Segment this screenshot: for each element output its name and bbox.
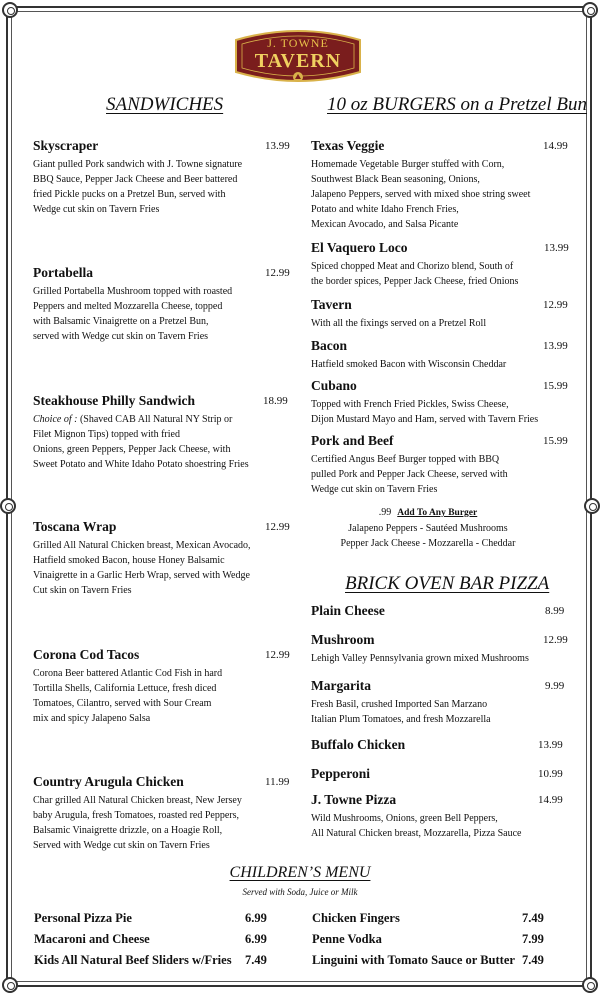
menu-item-tavern <box>311 297 571 331</box>
item-description: With all the fixings served on a Pretzel Roll <box>311 318 487 329</box>
kids-item-price: 6.99 <box>245 932 267 946</box>
addon-price: .99 <box>378 507 392 518</box>
item-name: J. Towne Pizza <box>311 792 397 807</box>
menu-item-corona-cod-tacos <box>33 647 288 726</box>
burger-addons <box>312 505 544 551</box>
childrens-subtitle: Served with Soda, Juice or Milk <box>242 887 358 897</box>
burgers-heading: 10 oz BURGERS on a Pretzel Bun <box>327 94 587 115</box>
item-price: 10.99 <box>538 768 563 780</box>
childrens-heading: CHILDREN’S MENU <box>229 864 371 881</box>
kids-item-name: Kids All Natural Beef Sliders w/Fries <box>34 953 232 967</box>
item-name: Skyscraper <box>33 138 99 153</box>
item-name: Margarita <box>311 678 371 693</box>
menu-item-portabella <box>33 265 288 344</box>
corner-scroll-ornament <box>582 2 598 18</box>
addon-options-line1: Jalapeno Peppers - Sautéed Mushrooms <box>348 523 508 534</box>
kids-item-price: 6.99 <box>245 911 267 925</box>
item-price: 15.99 <box>543 435 568 447</box>
item-price: 12.99 <box>543 299 568 311</box>
item-description: Hatfield smoked Bacon with Wisconsin Cheddar <box>311 359 507 370</box>
item-description: Fresh Basil, crushed Imported San Marzano Italian Plum Tomatoes, and fresh Mozzarella <box>311 699 491 725</box>
item-price: 13.99 <box>265 140 290 152</box>
item-description: Corona Beer battered Atlantic Cod Fish in hard Tortilla Shells, California Lettuce, fresh diced Tomatoes, Cilantro, served with Sour Cream mix and spicy Jalapeno Salsa <box>33 668 223 724</box>
menu-item-pepperoni <box>311 766 571 782</box>
menu-item-cubano <box>311 378 571 427</box>
menu-item-mushroom <box>311 632 571 666</box>
menu-item-el-vaquero-loco <box>311 240 571 289</box>
item-description: Homemade Vegetable Burger stuffed with Corn, Southwest Black Bean seasoning, Onions, Jalapeno Peppers, served with mixed shoe string sweet Potato and white Idaho French Fries, Mexican Avocado, and Salsa Picante <box>311 159 531 230</box>
item-name: Pepperoni <box>311 766 371 781</box>
menu-item-country-arugula-chicken <box>33 774 288 853</box>
kids-item-name: Penne Vodka <box>312 932 382 946</box>
item-price: 14.99 <box>538 794 563 806</box>
addon-label: Add To Any Burger <box>397 508 478 518</box>
corner-scroll-ornament <box>582 977 598 993</box>
item-price: 12.99 <box>265 649 290 661</box>
item-price: 12.99 <box>265 521 290 533</box>
item-description: Choice of : (Shaved CAB All Natural NY Strip or Filet Mignon Tips) topped with fried Onions, green Peppers, Pepper Jack Cheese, with Sweet Potato and White Idaho Potato shoestring Fries <box>33 414 249 470</box>
item-description: Wild Mushrooms, Onions, green Bell Peppers, All Natural Chicken breast, Mozzarella, Pizza Sauce <box>311 813 522 839</box>
item-description: Char grilled All Natural Chicken breast, New Jersey baby Arugula, fresh Tomatoes, roasted red Peppers, Balsamic Vinaigrette drizzle, on a Hoagie Roll, Served with Wedge cut skin on Tavern Fries <box>33 795 242 851</box>
kids-item-price: 7.49 <box>522 911 544 925</box>
item-description: Topped with French Fried Pickles, Swiss Cheese, Dijon Mustard Mayo and Ham, served with Tavern Fries <box>311 399 539 425</box>
item-name: Mushroom <box>311 632 375 647</box>
kids-item-price: 7.99 <box>522 932 544 946</box>
item-price: 13.99 <box>538 739 563 751</box>
item-price: 12.99 <box>543 634 568 646</box>
item-name: Texas Veggie <box>311 138 385 153</box>
item-description: Grilled All Natural Chicken breast, Mexican Avocado, Hatfield smoked Bacon, house Honey Balsamic Vinaigrette in a Garlic Herb Wrap, served with Wedge Cut skin on Tavern Fries <box>33 540 251 596</box>
childrens-heading-wrap <box>0 864 600 882</box>
item-description: Lehigh Valley Pennsylvania grown mixed Mushrooms <box>311 653 529 664</box>
menu-item-bacon <box>311 338 571 372</box>
logo-line2: TAVERN <box>254 50 342 72</box>
item-name: Toscana Wrap <box>33 519 117 534</box>
menu-item-texas-veggie <box>311 138 571 232</box>
kids-item-name: Macaroni and Cheese <box>34 932 150 946</box>
item-price: 13.99 <box>543 340 568 352</box>
kids-item-name: Linguini with Tomato Sauce or Butter <box>312 953 515 967</box>
menu-item-pork-and-beef <box>311 433 571 497</box>
item-name: Bacon <box>311 338 348 353</box>
tavern-logo <box>228 26 368 86</box>
item-price: 9.99 <box>545 680 565 692</box>
item-price: 18.99 <box>263 395 288 407</box>
item-price: 12.99 <box>265 267 290 279</box>
kids-item-price: 7.49 <box>522 953 544 967</box>
item-name: Cubano <box>311 378 357 393</box>
item-description: Giant pulled Pork sandwich with J. Towne signature BBQ Sauce, Pepper Jack Cheese and Beer battered fried Pickle pucks on a Pretzel Bun, served with Wedge cut skin on Tavern Fries <box>33 159 243 215</box>
kids-item-name: Chicken Fingers <box>312 911 400 925</box>
item-name: Steakhouse Philly Sandwich <box>33 393 196 408</box>
side-scroll-ornament <box>0 498 16 514</box>
menu-item-j-towne-pizza <box>311 792 571 841</box>
corner-scroll-ornament <box>2 977 18 993</box>
item-name: Buffalo Chicken <box>311 737 406 752</box>
side-scroll-ornament <box>584 498 600 514</box>
item-description: Grilled Portabella Mushroom topped with roasted Peppers and melted Mozzarella Cheese, topped with Balsamic Vinaigrette on a Pretzel Bun, served with Wedge cut skin on Tavern Fries <box>33 286 233 342</box>
item-name: Corona Cod Tacos <box>33 647 140 662</box>
menu-item-skyscraper <box>33 138 288 217</box>
item-price: 15.99 <box>543 380 568 392</box>
pizza-heading: BRICK OVEN BAR PIZZA <box>345 573 550 594</box>
menu-item-buffalo-chicken <box>311 737 571 753</box>
menu-item-plain-cheese <box>311 603 571 619</box>
item-name: Country Arugula Chicken <box>33 774 184 789</box>
menu-item-steakhouse-philly <box>33 393 288 472</box>
item-description: Certified Angus Beef Burger topped with BBQ pulled Pork and Pepper Jack Cheese, served with Wedge cut skin on Tavern Fries <box>311 454 508 495</box>
corner-scroll-ornament <box>2 2 18 18</box>
item-price: 11.99 <box>265 776 290 788</box>
item-price: 8.99 <box>545 605 565 617</box>
addon-options-line2: Pepper Jack Cheese - Mozzarella - Cheddar <box>340 538 516 549</box>
kids-item-name: Personal Pizza Pie <box>34 911 132 925</box>
item-name: Tavern <box>311 297 352 312</box>
item-name: El Vaquero Loco <box>311 240 408 255</box>
kids-item-price: 7.49 <box>245 953 267 967</box>
sandwiches-heading: SANDWICHES <box>106 94 224 115</box>
item-name: Portabella <box>33 265 93 280</box>
logo-line1: J. TOWNE <box>267 36 329 50</box>
item-name: Plain Cheese <box>311 603 385 618</box>
menu-item-toscana-wrap <box>33 519 288 598</box>
item-name: Pork and Beef <box>311 433 394 448</box>
menu-item-margarita <box>311 678 571 727</box>
item-price: 13.99 <box>544 242 569 254</box>
item-price: 14.99 <box>543 140 568 152</box>
item-description: Spiced chopped Meat and Chorizo blend, South of the border spices, Pepper Jack Cheese, fried Onions <box>311 261 519 287</box>
